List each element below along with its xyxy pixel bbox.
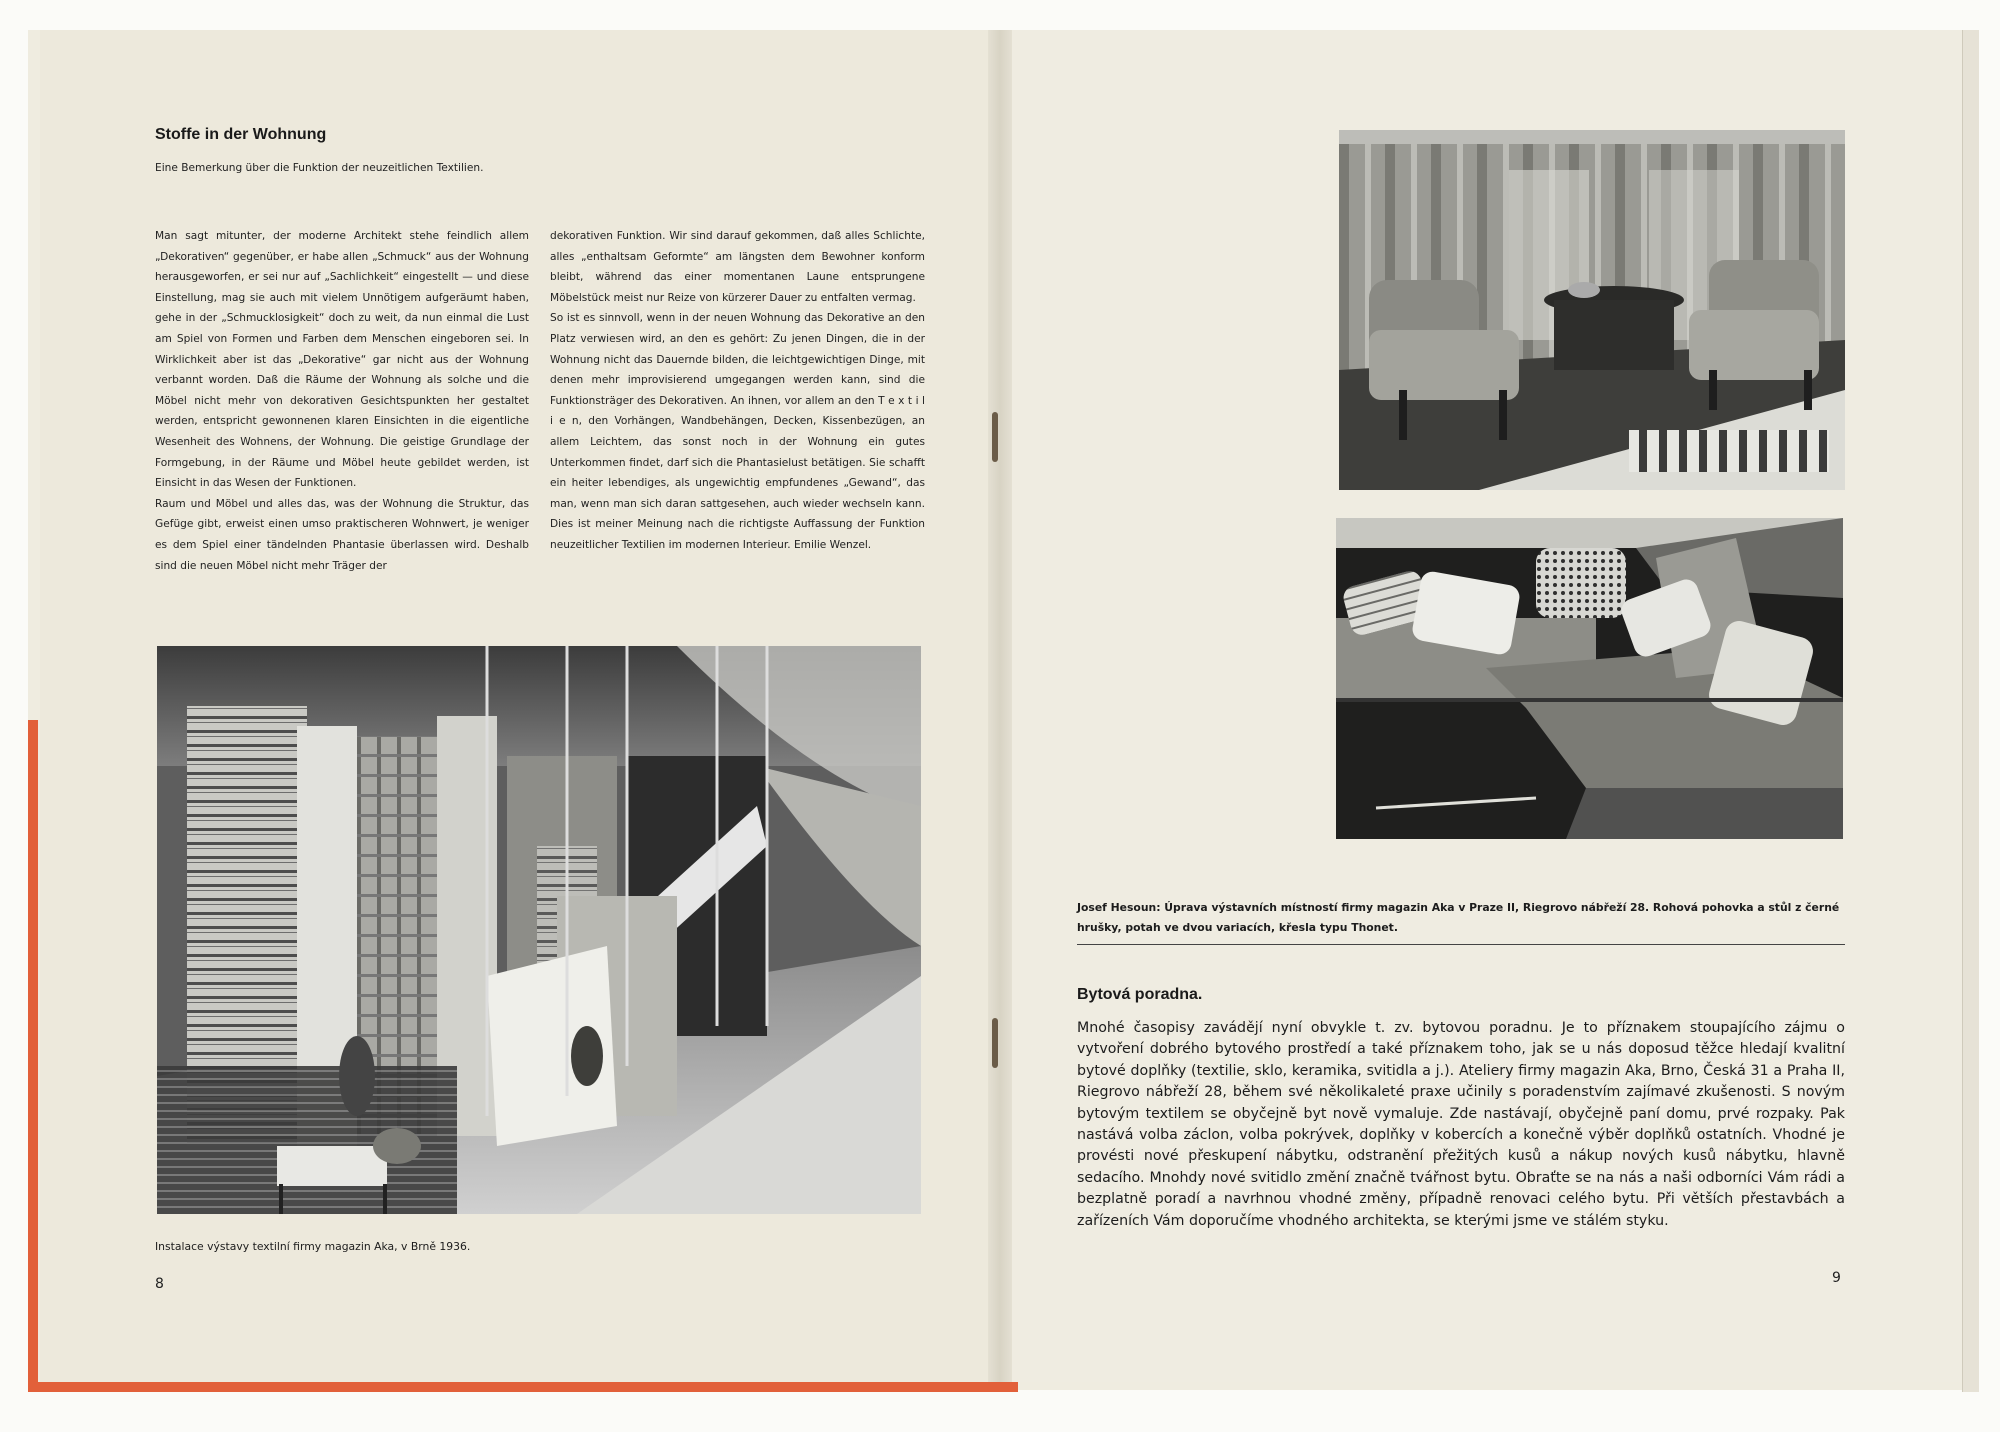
page-number-right: 9	[1832, 1270, 1841, 1286]
red-cover-edge	[28, 720, 38, 1390]
page-number-left: 8	[155, 1276, 164, 1292]
article-title: Stoffe in der Wohnung	[155, 126, 327, 143]
section-body: Mnohé časopisy zavádějí nyní obvykle t. zv. bytovou poradnu. Je to příznakem stoupajícího zájmu o vytvoření dobrého bytového prostředí a také příznakem toho, jak se u nás doposud těžce hledají kvalitní bytové doplňky (textilie, sklo, keramika, svitidla a j.). Ateliery firmy magazin Aka, Brno, Česká 31 a Praha II, Riegrovo nábřeží 28, během své několikaleté praxe učinily s poradenstvím zajímavé zkušenosti. S novým bytovým textilem se obyčejně byt nově vymaluje. Zde nastávají, obyčejně paní domu, prvé rozpaky. Pak nastává volba záclon, volba pokrývek, doplňky v kobercích a konečně výběr doplňků ostatních. Vhodné je provésti nové přeskupení nábytku, odstranění přežitých kusů a nákup nových kusů nábytku, hlavně sedacího. Mnohdy nové svitidlo změní značně tvářnost bytu. Obraťte se na nás a naši odborníci Vám rádi a bezplatně poradí a navrhnou vhodné změny, případně renovaci celého bytu. Při větších přestavbách a zařízeních Vám doporučíme vhodného architekta, se kterými jsme ve stálém styku.	[1077, 1020, 1845, 1229]
paragraph: dekorativen Funktion. Wir sind darauf gekommen, daß alles Schlichte, alles „enthaltsam Geformte“ am längsten dem Bewohner konform bleibt, während das einer momentanen Laune entsprungene Möbelstück meist nur Reize von kürzerer Dauer zu entfalten vermag.	[550, 230, 925, 304]
exhibition-photo-caption: Instalace výstavy textilní firmy magazin Aka, v Brně 1936.	[155, 1240, 471, 1253]
corner-sofa-photo	[1336, 518, 1843, 839]
section-title: Bytová poradna.	[1077, 986, 1203, 1003]
paragraph: Raum und Möbel und alles das, was der Wohnung die Struktur, das Gefüge gibt, erweist einen umso praktischeren Wohnwert, je weniger es dem Spiel einer tändelnden Phantasie überlassen wird. Deshalb sind die neuen Möbel nicht mehr Träger der	[155, 497, 529, 572]
article-subtitle: Eine Bemerkung über die Funktion der neuzeitlichen Textilien.	[155, 162, 484, 174]
paragraph: Man sagt mitunter, der moderne Architekt stehe feindlich allem „Dekorativen“ gegenüber, er habe allen „Schmuck“ aus der Wohnung herausgeworfen, er sei nur auf „Sachlichkeit“ eingestellt — und diese Einstellung, mag sie auch mit vielem Unnötigem aufgeräumt haben, gehe in der „Schmucklosigkeit“ doch zu weit, da nun einmal die Lust am Spiel von Formen und Farben dem Menschen eingeboren sei. In Wirklichkeit aber ist das „Dekorative“ gar nicht aus der Wohnung verbannt worden. Daß die Räume der Wohnung als solche und die Möbel nicht mehr von dekorativen Gesichtspunkten her gestaltet werden, entspricht gewonnenen klaren Einsichten in die eigentliche Wesenheit des Wohnens, der Wohnung. Die geistige Grundlage der Formgebung, in der Räume und Möbel heute gebildet werden, ist Einsicht in das Wesen der Funktionen.	[155, 230, 529, 490]
exhibition-photo-image	[157, 646, 921, 1214]
sofa-photo-caption: Josef Hesoun: Úprava výstavních místností firmy magazin Aka v Praze II, Riegrovo nábřeží 28. Rohová pohovka a stůl z černé hrušky, potah ve dvou variacích, křesla typu Thonet.	[1077, 901, 1840, 934]
corner-sofa-photo-image	[1336, 518, 1843, 839]
exhibition-photo	[157, 646, 921, 1214]
red-cover-bottom-edge	[28, 1382, 1018, 1392]
armchairs-photo	[1339, 130, 1845, 490]
page-stack-edge	[1962, 30, 1979, 1392]
staple-bottom	[992, 1018, 998, 1068]
staple-top	[992, 412, 998, 462]
binding-gutter	[988, 30, 1012, 1382]
section-divider	[1077, 944, 1845, 945]
armchairs-photo-image	[1339, 130, 1845, 490]
text-column-2	[550, 226, 925, 556]
paragraph: So ist es sinnvoll, wenn in der neuen Wohnung das Dekorative an den Platz verwiesen wird, an den es gehört: Zu jenen Dingen, die in der Wohnung nicht das Dauernde bilden, die leichtgewichtigen Dinge, mit denen mehr improvisierend umgegangen werden kann, sind die Funktionsträger des Dekorativen. An ihnen, vor allem an den T e x t i l i e n, den Vorhängen, Wandbehängen, Decken, Kissenbezügen, an allem Leichtem, das sonst noch in der Wohnung ein gutes Unterkommen findet, darf sich die Phantasielust betätigen. Sie schafft ein heiter lebendiges, als ungewichtig empfundenes „Gewand“, das man, wenn man sich daran sattgesehen, auch wieder wechseln kann. Dies ist meiner Meinung nach die richtigste Auffassung der Funktion neuzeitlicher Textilien im modernen Interieur. Emilie Wenzel.	[550, 312, 925, 551]
text-column-1	[155, 226, 529, 576]
